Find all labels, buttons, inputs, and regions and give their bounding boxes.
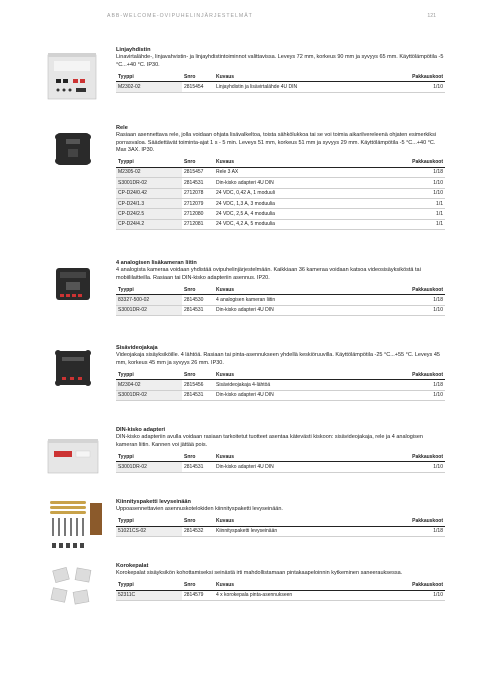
section-description: DIN-kisko adapteriin avulla voidaan rasiaan tarkoitetut tuotteet asentaa kätevästi kiskoon: sisävideojakaja, rele ja 4 analogisen kameran liitin. Kannen voi jättää pois. [116,434,423,448]
table-cell: 2712081 [182,219,214,229]
table-row [116,462,445,472]
table-header-cell: Tyyppi [116,370,182,380]
table-cell: CP-D24/1.3 [116,198,182,208]
table-header-cell: Pakkauskoot [381,517,445,527]
table-cell: Din-kisko adapteri 4U DIN [214,178,381,188]
mounting-kit-image [44,499,106,557]
table-cell: M2302-02 [116,82,182,92]
col-desc: Kuvaus [214,72,381,82]
section-title: 4 analogisen lisäkameran liitin [116,260,197,266]
table-header-cell: Tyyppi [116,581,182,591]
table-cell: S3001DR-02 [116,178,182,188]
table-cell: 2712080 [182,209,214,219]
table-header-cell: Kuvaus [214,285,381,295]
section-description: Uppoasennettavien asennuskotelokiden kiinnityspaketti levyseinään. [116,506,283,512]
table-header-cell: Kuvaus [214,517,381,527]
table-cell: 4 x korokepala pinta-asennukseen [214,590,381,600]
table-cell: Din-kisko adapteri 4U DIN [214,462,381,472]
table-header-cell: Snro [182,370,214,380]
table-cell: CP-D24/0.42 [116,188,182,198]
table-row [116,209,445,219]
product-table [116,517,445,537]
din-adapter-image [44,433,106,477]
table-header-cell: Tyyppi [116,452,182,462]
table-header-cell: Snro [182,581,214,591]
col-pack: Pakkauskoot [381,72,445,82]
section-description: Linavirtalähde-, linjavahvistin- ja linjayhdistintoiminnot valittavissa. Leveys 72 mm, korkeus 90 mm ja syvyys 65 mm. Käyttölämpötila -5 °C...+40 °C. IP30. [116,54,444,68]
video-distributor-image [44,347,106,389]
table-cell: 1/18 [381,167,445,177]
table-cell: 2814531 [182,305,214,315]
table-cell: 24 VDC, 1,3 A, 3 moduulia [214,198,381,208]
table-cell: 1/10 [381,390,445,400]
table-cell: Din-kisko adapteri 4U DIN [214,390,381,400]
table-cell: 1/18 [381,380,445,390]
section-spacers [116,563,445,601]
table-cell: M2305-02 [116,167,182,177]
section-title: Korokepalat [116,563,149,569]
table-cell: CP-D24/4.2 [116,219,182,229]
table-cell: 2814531 [182,178,214,188]
line-coupler-image [44,49,106,103]
section-title: Kiinnityspaketti levyseinään [116,499,191,505]
table-cell: S3001DR-02 [116,305,182,315]
table-cell: 24 VDC, 0,42 A, 1 moduuli [214,188,381,198]
relay-image [44,129,106,169]
spacer-image [44,565,106,613]
product-table [116,72,445,92]
table-header-cell: Kuvaus [214,158,381,168]
table-cell: CP-D24/2.5 [116,209,182,219]
table-cell: 2814530 [182,295,214,305]
product-table [116,158,445,230]
table-cell: 2814532 [182,526,214,536]
section-video-distributor [116,345,445,401]
table-cell: Rele 3 AX [214,167,381,177]
table-cell: 1/10 [381,178,445,188]
section-description: Videojakaja sisäyksiköille. 4 lähtöä. Rasiaan tai pinta-asennukseen yhdellä keskiöruuvilla. Käyttölämpötila -25 °C...+55 °C. Leveys 45 mm, korkeus 45 mm ja syvyys 26 mm. IP30. [116,352,440,366]
table-row [116,590,445,600]
table-header-cell: Snro [182,452,214,462]
table-header-cell: Snro [182,285,214,295]
table-cell: 4 analogisen kameran liitin [214,295,381,305]
table-header-cell: Snro [182,158,214,168]
table-cell: 2712079 [182,198,214,208]
header-title: ABB-WELCOME-OVIPUHELINJÄRJESTELMÄT [107,13,253,19]
table-cell: 2814579 [182,590,214,600]
section-rele [116,125,445,230]
section-camera-interface [116,260,445,316]
table-cell: 1/10 [381,82,445,92]
section-description: Rasiaan asennettava rele, jolla voidaan ohjata lisävalkeltoa, toista sähkölukkoa tai se voi toimia aikarilvereleenä ohjaten esimerkiksi porrasvaloa. Säädettävät toiminta-ajat 1 s - 5 min. Leveys 51 mm, korkeus 51 mm ja syvyys 29 mm. Käyttölämpötila -5 °C...+40 °C. Max 3AX. IP30. [116,132,437,154]
col-snro: Snro [182,72,214,82]
product-table [116,285,445,316]
table-cell: 1/10 [381,188,445,198]
section-description: Korokepalat sisäyksikön kohottamiseksi seinästä irti mahdollistamaan pintakaapeloinnin kytkeminen saneerauksessa. [116,570,403,576]
product-table [116,370,445,401]
table-cell: 2712078 [182,188,214,198]
table-cell: 2814531 [182,390,214,400]
table-header-cell: Kuvaus [214,370,381,380]
col-type: Tyyppi [116,72,182,82]
table-cell: 2815457 [182,167,214,177]
table-row [116,219,445,229]
table-cell: S3001DR-02 [116,390,182,400]
table-cell: 51021CS-02 [116,526,182,536]
table-header-cell: Pakkauskoot [381,158,445,168]
table-header-cell: Tyyppi [116,285,182,295]
page-header [107,13,436,19]
table-cell: 24 VDC, 4,2 A, 5 moduulia [214,219,381,229]
table-cell: M2304-02 [116,380,182,390]
section-linjayhdistin [116,47,445,93]
camera-interface-image [44,264,106,304]
table-cell: Din-kisko adapteri 4U DIN [214,305,381,315]
section-title: DIN-kisko adapteri [116,427,166,433]
table-cell: 1/18 [381,295,445,305]
table-header-cell: Kuvaus [214,452,381,462]
table-header-cell: Pakkauskoot [381,581,445,591]
table-header-cell: Kuvaus [214,581,381,591]
table-cell: 1/10 [381,590,445,600]
table-cell: Kiinnityspaketti levyseinään [214,526,381,536]
table-cell: 52311C [116,590,182,600]
table-row [116,178,445,188]
table-cell: S3001DR-02 [116,462,182,472]
product-table [116,452,445,472]
table-cell: 2815456 [182,380,214,390]
table-header-cell: Tyyppi [116,158,182,168]
section-title: Linjayhdistin [116,47,151,53]
table-cell: 1/18 [381,526,445,536]
table-cell: 2815454 [182,82,214,92]
table-cell: 1/1 [381,198,445,208]
table-cell: 24 VDC, 2,5 A, 4 moduulia [214,209,381,219]
table-header-cell: Pakkauskoot [381,285,445,295]
section-din-adapter [116,427,445,473]
table-cell: 1/1 [381,219,445,229]
section-mounting-kit [116,499,445,537]
table-cell: 1/1 [381,209,445,219]
section-title: Rele [116,125,128,131]
table-row [116,390,445,400]
table-row [116,526,445,536]
table-header-cell: Pakkauskoot [381,452,445,462]
table-cell: 2814531 [182,462,214,472]
table-row [116,380,445,390]
table-cell: 83327-500-02 [116,295,182,305]
table-row [116,167,445,177]
page-number: 121 [427,13,436,19]
table-row [116,198,445,208]
table-row [116,305,445,315]
table-cell: 1/10 [381,462,445,472]
section-title: Sisävideojakaja [116,345,158,351]
table-header-cell: Tyyppi [116,517,182,527]
section-description: 4 analogista kameraa voidaan yhdistää ovipuhelinjärjestelmään. Kaikkiaan 36 kameraa voidaan katsoa videosisäyksiköstä tai mobiililaitteilla. Rasiaan tai DIN-kisko adapteriin asennus. IP20. [116,267,421,281]
product-table [116,581,445,601]
table-cell: Linjayhdistin ja lisävirtalähde 4U DIN [214,82,381,92]
table-cell: 1/10 [381,305,445,315]
table-row [116,188,445,198]
table-row [116,82,445,92]
table-row [116,295,445,305]
table-header-cell: Snro [182,517,214,527]
table-header-cell: Pakkauskoot [381,370,445,380]
table-cell: Sisävideojakaja 4-lähtöä [214,380,381,390]
